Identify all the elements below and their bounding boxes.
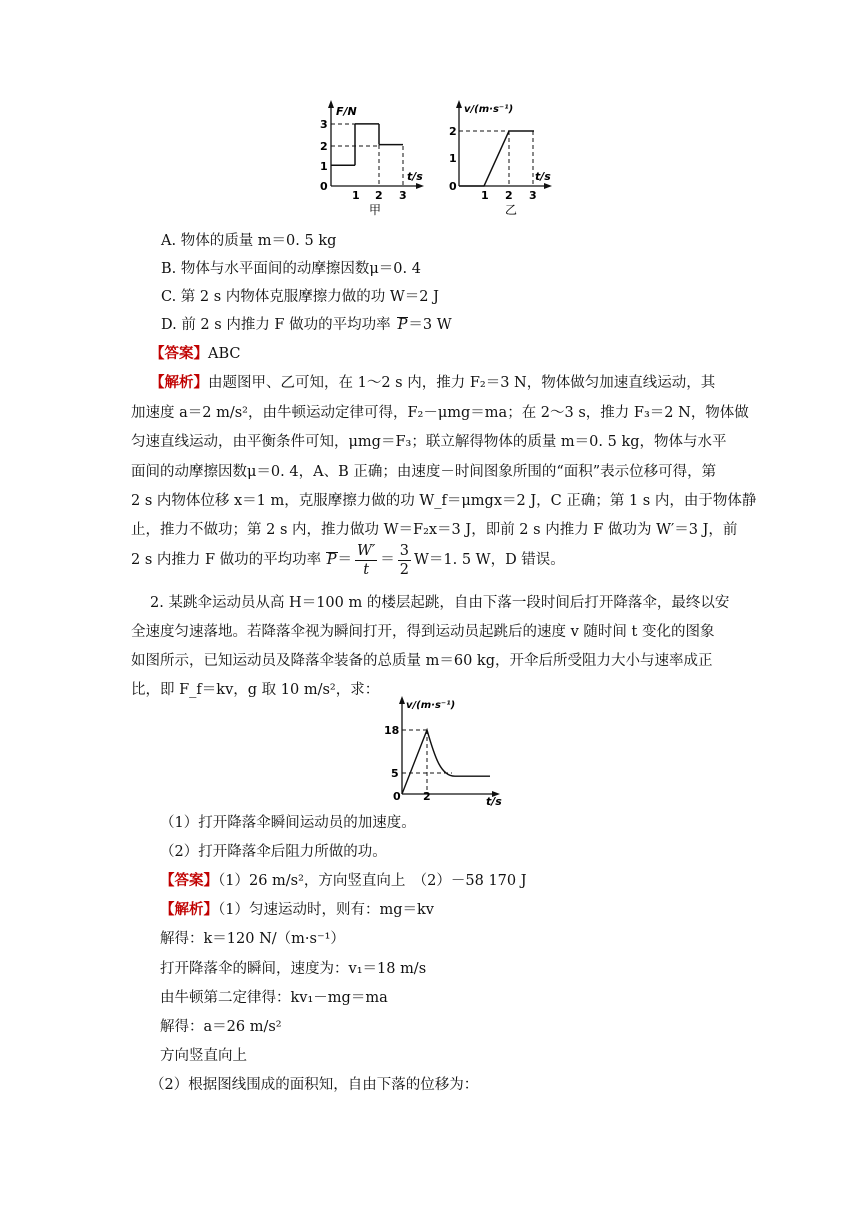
answer-value: ABC (208, 346, 241, 362)
yi-caption: 乙 (505, 203, 518, 217)
avg-power-symbol: P (397, 317, 408, 333)
option-a: A. 物体的质量 m＝0. 5 kg (161, 233, 337, 249)
q2-stem-line-2: 全速度匀速落地。若降落伞视为瞬间打开，得到运动员起跳后的速度 v 随时间 t 变化的图象 (131, 624, 715, 640)
yi-ytick-2: 2 (449, 125, 457, 138)
jia-ytick-3: 3 (320, 118, 328, 131)
frac1-numerator: W′ (357, 542, 376, 559)
velocity-curve (402, 730, 490, 794)
line7-eq1: ＝ (337, 552, 353, 568)
q2-stem-line-4: 比，即 F_f＝kv，g 取 10 m/s²，求： (131, 682, 380, 698)
jia-ylabel: F/N (336, 105, 357, 118)
para-xtick-2: 2 (423, 790, 431, 803)
yi-xtick-1: 1 (481, 189, 489, 202)
frac1-denominator: t (363, 561, 370, 578)
q2-sub-2: （2）打开降落伞后阻力所做的功。 (160, 844, 387, 860)
option-b: B. 物体与水平面间的动摩擦因数μ＝0. 4 (161, 261, 421, 277)
q2-stem-line-3: 如图所示，已知运动员及降落伞装备的总质量 m＝60 kg，开伞后所受阻力大小与速率成正 (131, 653, 713, 669)
yi-ytick-0: 0 (449, 180, 457, 193)
analysis-tag: 【解析】 (150, 374, 208, 391)
q2-analysis-line-5: 解得：a＝26 m/s² (160, 1019, 282, 1035)
option-d (161, 315, 452, 335)
force-step-lines (331, 124, 403, 165)
q1-analysis-line-1 (150, 373, 715, 393)
line7-suffix: W＝1. 5 W，D 错误。 (413, 552, 565, 568)
q1-analysis-line-3: 匀速直线运动，由平衡条件可知，μmg＝F₃；联立解得物体的质量 m＝0. 5 kg，物体与水平 (131, 434, 727, 450)
velocity-line (459, 131, 534, 186)
q2-analysis-line-3: 打开降落伞的瞬间，速度为：v₁＝18 m/s (160, 961, 427, 977)
jia-xtick-1: 1 (352, 189, 360, 202)
yi-ytick-1: 1 (449, 152, 457, 165)
frac2-numerator: 3 (399, 542, 409, 559)
q1-analysis-line-4: 面间的动摩擦因数μ＝0. 4，A、B 正确；由速度－时间图象所围的“面积”表示位移可得，第 (131, 464, 717, 480)
para-ytick-5: 5 (391, 767, 399, 780)
q1-answer (150, 344, 241, 364)
q2-analysis-first: （1）匀速运动时，则有：mg＝kv (218, 902, 434, 918)
line7-eq2: ＝ (380, 552, 395, 568)
q1-analysis-line-5: 2 s 内物体位移 x＝1 m，克服摩擦力做的功 W_f＝μmgx＝2 J，C 正确；第 1 s 内，由于物体静 (131, 493, 757, 509)
frac2-denominator: 2 (399, 561, 409, 578)
para-ytick-18: 18 (384, 724, 400, 737)
option-c: C. 第 2 s 内物体克服摩擦力做的功 W＝2 J (161, 289, 439, 305)
figure-jia-yi (0, 90, 860, 320)
q2-analysis-line-6: 方向竖直向上 (160, 1048, 247, 1064)
q2-sub-1: （1）打开降落伞瞬间运动员的加速度。 (160, 815, 416, 831)
jia-caption: 甲 (369, 203, 382, 217)
jia-ytick-1: 1 (320, 160, 328, 173)
q1-analysis-line-7 (131, 540, 565, 580)
q2-analysis-line-4: 由牛顿第二定律得：kv₁－mg＝ma (160, 990, 388, 1006)
q2-answer (160, 871, 527, 891)
jia-xtick-2: 2 (375, 189, 383, 202)
yi-xlabel: t/s (535, 170, 551, 183)
q2-analysis-line-7: （2）根据图线围成的面积知，自由下落的位移为： (150, 1077, 479, 1093)
line7-p-symbol: P (326, 552, 337, 568)
jia-xlabel: t/s (407, 170, 423, 183)
q2-answer-value: （1）26 m/s²，方向竖直向上 （2）－58 170 J (218, 873, 527, 889)
q2-answer-tag: 【答案】 (160, 872, 218, 889)
yi-xtick-2: 2 (505, 189, 513, 202)
q1-analysis-line-6: 止，推力不做功；第 2 s 内，推力做功 W＝F₂x＝3 J，即前 2 s 内推力 F 做功为 W′＝3 J，前 (131, 522, 738, 538)
yi-ylabel: v/(m·s⁻¹) (464, 104, 514, 115)
yi-xtick-3: 3 (529, 189, 537, 202)
option-d-tail: ＝3 W (408, 317, 452, 333)
q2-stem-line-1: 2. 某跳伞运动员从高 H＝100 m 的楼层起跳，自由下落一段时间后打开降落伞，最终以安 (150, 595, 730, 611)
line7-prefix: 2 s 内推力 F 做功的平均功率 (131, 552, 322, 568)
answer-tag: 【答案】 (150, 345, 208, 362)
figure-parachute (0, 690, 860, 810)
para-ytick-0: 0 (393, 790, 401, 803)
q2-analysis-tag: 【解析】 (160, 901, 218, 918)
jia-xtick-3: 3 (399, 189, 407, 202)
q2-analysis-line-1 (160, 900, 434, 920)
fraction-three-halves (398, 542, 411, 579)
jia-ytick-0: 0 (320, 180, 328, 193)
jia-ytick-2: 2 (320, 140, 328, 153)
q1-analysis-line-2: 加速度 a＝2 m/s²，由牛顿运动定律可得，F₂－μmg＝ma；在 2～3 s，推力 F₃＝2 N，物体做 (131, 405, 749, 421)
analysis-text: 由题图甲、乙可知，在 1～2 s 内，推力 F₂＝3 N，物体做匀加速直线运动，其 (208, 375, 716, 391)
para-ylabel: v/(m·s⁻¹) (406, 700, 456, 711)
option-d-text: D. 前 2 s 内推力 F 做功的平均功率 (161, 317, 391, 333)
para-xlabel: t/s (486, 795, 502, 808)
fraction-w-over-t (355, 542, 377, 579)
q2-analysis-line-2: 解得：k＝120 N/（m·s⁻¹） (160, 931, 345, 947)
